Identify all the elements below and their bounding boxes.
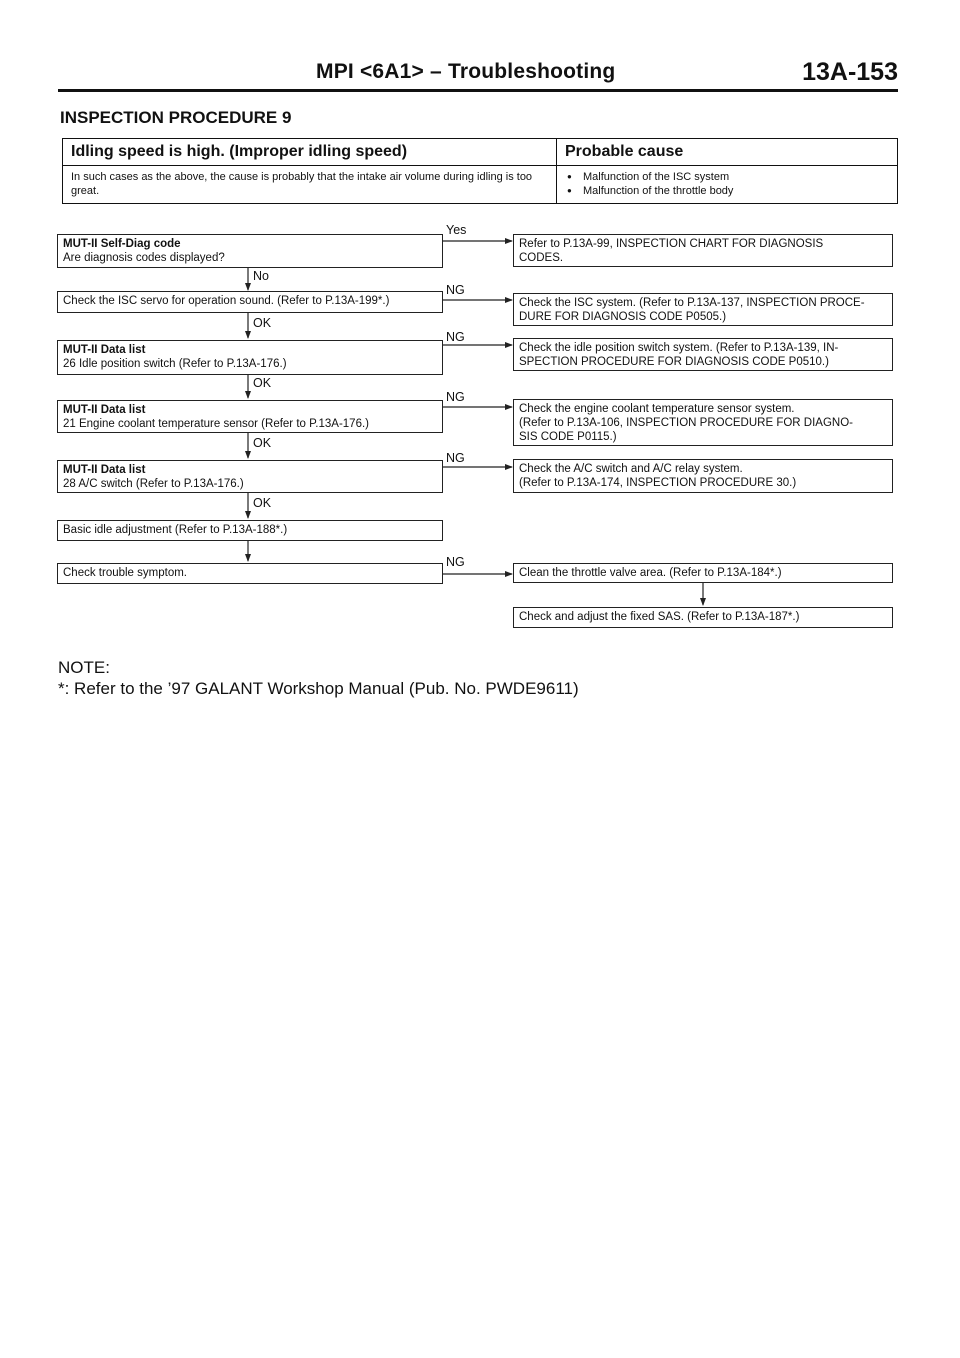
step-text: 21 Engine coolant temperature sensor (Refer to P.13A-176.) — [63, 418, 369, 430]
cause-item: ● Malfunction of the throttle body — [565, 184, 889, 198]
result-text: (Refer to P.13A-174, INSPECTION PROCEDURE 30.) — [519, 477, 797, 489]
result-adjust-fixed-sas — [513, 607, 893, 628]
result-text: Check the ISC system. (Refer to P.13A-137, INSPECTION PROCE- — [519, 297, 865, 309]
flow-label-ng: NG — [446, 283, 465, 297]
step-isc-servo — [57, 291, 443, 313]
step-title: MUT-II Data list — [63, 344, 146, 356]
step-title: MUT-II Self-Diag code — [63, 238, 181, 250]
step-title: MUT-II Data list — [63, 464, 146, 476]
page-number: 13A-153 — [802, 58, 898, 86]
flow-label-ok: OK — [253, 376, 272, 390]
result-text: Check and adjust the fixed SAS. (Refer to P.13A-187*.) — [519, 611, 800, 623]
step-text: Check the ISC servo for operation sound. (Refer to P.13A-199*.) — [63, 295, 390, 307]
result-diagnosis-chart — [513, 234, 893, 267]
page-header-title: MPI <6A1> – Troubleshooting — [316, 60, 616, 83]
step-self-diag — [57, 234, 443, 268]
flow-label-ng: NG — [446, 330, 465, 344]
result-ac-switch — [513, 459, 893, 493]
cause-item: ● Malfunction of the ISC system — [565, 170, 889, 184]
result-coolant-temp-sensor — [513, 399, 893, 446]
flow-label-ng: NG — [446, 451, 465, 465]
result-isc-system — [513, 293, 893, 326]
result-clean-throttle-valve — [513, 563, 893, 583]
result-text: CODES. — [519, 252, 564, 264]
cause-heading: Probable cause — [557, 139, 897, 166]
step-text: Check trouble symptom. — [63, 567, 187, 579]
symptom-text: In such cases as the above, the cause is probably that the intake air volume during idling is too great. — [71, 171, 533, 197]
note-text: *: Refer to the ’97 GALANT Workshop Manual (Pub. No. PWDE9611) — [58, 679, 579, 698]
result-text: Clean the throttle valve area. (Refer to P.13A-184*.) — [519, 567, 782, 579]
procedure-title: INSPECTION PROCEDURE 9 — [60, 108, 292, 127]
step-text: 26 Idle position switch (Refer to P.13A-176.) — [63, 358, 287, 370]
result-text: Check the A/C switch and A/C relay system. — [519, 463, 743, 475]
step-idle-position-switch — [57, 340, 443, 375]
result-text: Check the engine coolant temperature sensor system. — [519, 403, 795, 415]
result-text: SIS CODE P0115.) — [519, 431, 617, 443]
step-text: Are diagnosis codes displayed? — [63, 252, 225, 264]
flow-label-no: No — [253, 269, 269, 283]
step-check-trouble-symptom — [57, 563, 443, 584]
flow-label-ok: OK — [253, 496, 272, 510]
step-basic-idle-adjustment — [57, 520, 443, 541]
result-idle-position-switch — [513, 338, 893, 371]
flow-label-ng: NG — [446, 390, 465, 404]
flow-label-ok: OK — [253, 316, 272, 330]
note-heading: NOTE: — [58, 658, 110, 677]
result-text: (Refer to P.13A-106, INSPECTION PROCEDURE FOR DIAGNO- — [519, 417, 854, 429]
flow-label-yes: Yes — [446, 223, 467, 237]
step-ac-switch — [57, 460, 443, 493]
step-title: MUT-II Data list — [63, 404, 146, 416]
flow-label-ok: OK — [253, 436, 272, 450]
step-coolant-temp-sensor — [57, 400, 443, 433]
result-text: SPECTION PROCEDURE FOR DIAGNOSIS CODE P0510.) — [519, 356, 829, 368]
result-text: Refer to P.13A-99, INSPECTION CHART FOR DIAGNOSIS — [519, 238, 824, 250]
step-text: 28 A/C switch (Refer to P.13A-176.) — [63, 478, 244, 490]
symptom-heading: Idling speed is high. (Improper idling speed) — [63, 139, 556, 166]
result-text: Check the idle position switch system. (Refer to P.13A-139, IN- — [519, 342, 839, 354]
step-text: Basic idle adjustment (Refer to P.13A-188*.) — [63, 524, 288, 536]
flow-label-ng: NG — [446, 555, 465, 569]
result-text: DURE FOR DIAGNOSIS CODE P0505.) — [519, 311, 727, 323]
